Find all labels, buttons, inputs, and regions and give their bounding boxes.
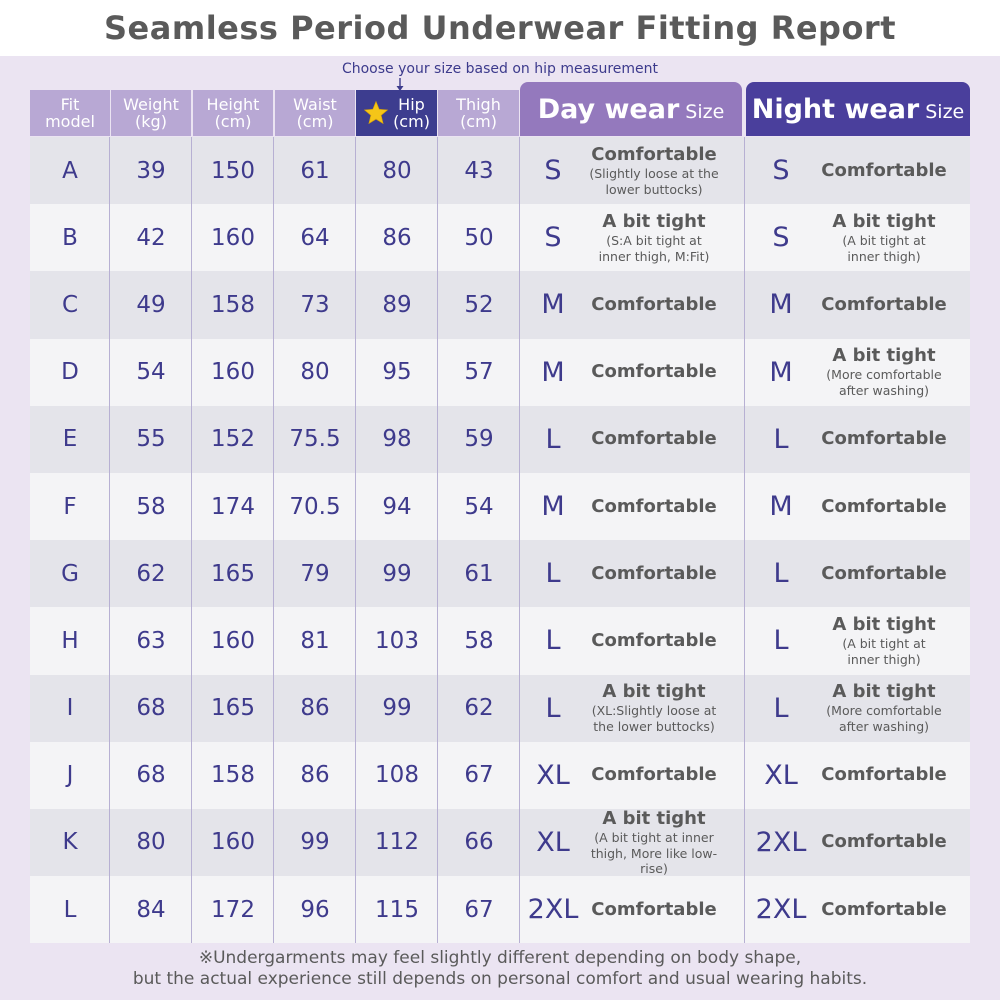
day-size-cell: S (544, 222, 562, 254)
table-row (30, 742, 970, 809)
height-cell: 160 (211, 224, 255, 251)
thigh-cell: 67 (464, 896, 494, 923)
fit-model-cell: F (63, 493, 77, 520)
night-size-cell: M (769, 356, 793, 388)
hip-cell: 95 (382, 359, 412, 386)
night-fit-label: A bit tight (832, 210, 936, 232)
day-fit-cell (580, 809, 728, 876)
hip-cell: 80 (382, 157, 412, 184)
day-fit-note: (A bit tight at inner (594, 829, 714, 845)
night-fit-label: A bit tight (832, 345, 936, 367)
day-fit-cell (580, 339, 728, 406)
weight-cell: 42 (136, 224, 166, 251)
night-fit-cell (810, 607, 958, 674)
header-unit: (cm) (214, 112, 252, 131)
night-fit-cell (810, 742, 958, 809)
height-cell: 174 (211, 493, 255, 520)
waist-cell: 79 (300, 560, 330, 587)
night-size-cell: L (773, 625, 789, 657)
night-size-cell: M (769, 491, 793, 523)
header-waist (275, 90, 355, 136)
fit-model-cell: E (62, 426, 78, 453)
thigh-cell: 59 (464, 426, 494, 453)
header-unit: (cm) (393, 112, 430, 131)
day-fit-label: Comfortable (591, 428, 717, 450)
night-wear-label: Night wear (751, 93, 920, 125)
day-fit-note: (XL:Slightly loose at (591, 703, 717, 719)
header-thigh (438, 90, 519, 136)
header-label: Waist (293, 95, 337, 114)
column-divider (355, 137, 356, 943)
table-row (30, 607, 970, 674)
table-row (30, 406, 970, 473)
day-fit-cell (580, 204, 728, 271)
thigh-cell: 66 (464, 829, 494, 856)
day-size-cell: XL (536, 826, 570, 858)
night-size-cell: M (769, 289, 793, 321)
day-size-cell: XL (536, 759, 570, 791)
day-size-cell: L (545, 625, 561, 657)
waist-cell: 86 (300, 695, 330, 722)
day-fit-label: Comfortable (591, 143, 717, 165)
title-bar (0, 0, 1000, 56)
header-weight (111, 90, 191, 136)
fit-model-cell: G (61, 560, 79, 587)
column-divider (109, 137, 110, 943)
height-cell: 158 (211, 762, 255, 789)
day-size-cell: L (545, 692, 561, 724)
thigh-cell: 54 (464, 493, 494, 520)
fit-model-cell: I (66, 695, 74, 722)
height-cell: 158 (211, 291, 255, 318)
column-divider (273, 137, 274, 943)
night-fit-label: Comfortable (821, 562, 947, 584)
table-row (30, 876, 970, 943)
night-fit-note: (More comfortable (826, 703, 942, 719)
night-fit-label: Comfortable (821, 898, 947, 920)
hip-hint: Choose your size based on hip measurement (341, 61, 659, 77)
header-fit-model (30, 90, 110, 136)
table-row (30, 271, 970, 338)
hip-cell: 103 (375, 627, 419, 654)
day-size-cell: 2XL (527, 894, 579, 926)
thigh-cell: 50 (464, 224, 494, 251)
header-label: Height (206, 95, 260, 114)
day-fit-cell (580, 607, 728, 674)
day-size-cell: L (545, 423, 561, 455)
thigh-cell: 67 (464, 762, 494, 789)
weight-cell: 49 (136, 291, 166, 318)
night-fit-label: Comfortable (821, 764, 947, 786)
table-row (30, 339, 970, 406)
day-wear-label: Day wear (537, 93, 680, 125)
hip-cell: 86 (382, 224, 412, 251)
night-fit-cell (810, 204, 958, 271)
night-fit-cell (810, 473, 958, 540)
fit-model-cell: A (62, 157, 78, 184)
weight-cell: 54 (136, 359, 166, 386)
night-size-cell: L (773, 558, 789, 590)
column-divider (519, 137, 520, 943)
day-size-cell: M (541, 289, 565, 321)
day-fit-note: thigh, More like low-rise) (590, 845, 718, 876)
hip-cell: 98 (382, 426, 412, 453)
weight-cell: 62 (136, 560, 166, 587)
night-size-cell: L (773, 423, 789, 455)
night-fit-label: A bit tight (832, 681, 936, 703)
header-label: Weight (123, 95, 179, 114)
night-fit-cell (810, 675, 958, 742)
thigh-cell: 58 (464, 627, 494, 654)
thigh-cell: 57 (464, 359, 494, 386)
night-fit-cell (810, 876, 958, 943)
day-fit-note: (S:A bit tight at (606, 232, 702, 248)
header-unit: (kg) (135, 112, 167, 131)
day-fit-label: A bit tight (602, 681, 706, 703)
height-cell: 150 (211, 157, 255, 184)
day-size-cell: M (541, 356, 565, 388)
weight-cell: 68 (136, 762, 166, 789)
header-label: Fit (60, 95, 80, 114)
footer-line: but the actual experience still depends on personal comfort and usual wearing habits. (132, 969, 868, 989)
column-divider (744, 137, 745, 943)
day-fit-cell (580, 271, 728, 338)
night-fit-cell (810, 540, 958, 607)
waist-cell: 99 (300, 829, 330, 856)
waist-cell: 73 (300, 291, 330, 318)
header-label: Thigh (456, 95, 501, 114)
weight-cell: 80 (136, 829, 166, 856)
night-fit-note: (A bit tight at (842, 635, 926, 651)
fit-model-cell: C (61, 291, 79, 318)
day-fit-note: inner thigh, M:Fit) (598, 248, 710, 264)
header-unit: (cm) (296, 112, 334, 131)
hip-cell: 89 (382, 291, 412, 318)
waist-cell: 64 (300, 224, 330, 251)
day-fit-label: Comfortable (591, 495, 717, 517)
weight-cell: 39 (136, 157, 166, 184)
page-title: Seamless Period Underwear Fitting Report (104, 9, 896, 47)
hip-cell: 112 (375, 829, 419, 856)
day-fit-cell (580, 540, 728, 607)
fit-model-cell: B (62, 224, 78, 251)
night-size-cell: S (772, 222, 790, 254)
day-fit-cell (580, 675, 728, 742)
star-icon (363, 100, 389, 126)
hip-cell: 99 (382, 695, 412, 722)
height-cell: 152 (211, 426, 255, 453)
waist-cell: 61 (300, 157, 330, 184)
night-fit-note: inner thigh) (847, 651, 921, 667)
weight-cell: 58 (136, 493, 166, 520)
weight-cell: 63 (136, 627, 166, 654)
hip-cell: 115 (375, 896, 419, 923)
night-fit-label: Comfortable (821, 159, 947, 181)
hip-cell: 99 (382, 560, 412, 587)
header-hip (356, 90, 437, 136)
day-fit-cell (580, 742, 728, 809)
day-fit-cell (580, 137, 728, 204)
header-day-wear (520, 82, 742, 136)
day-size-cell: M (541, 491, 565, 523)
day-fit-note: (Slightly loose at the (589, 165, 719, 181)
footer-line: ※Undergarments may feel slightly different depending on body shape, (198, 948, 802, 968)
night-fit-label: Comfortable (821, 495, 947, 517)
hip-cell: 94 (382, 493, 412, 520)
thigh-cell: 43 (464, 157, 494, 184)
fitting-table (30, 137, 970, 943)
height-cell: 160 (211, 627, 255, 654)
day-fit-label: Comfortable (591, 293, 717, 315)
table-row (30, 473, 970, 540)
night-size-cell: S (772, 155, 790, 187)
night-fit-cell (810, 137, 958, 204)
day-wear-size-label: Size (685, 101, 725, 123)
night-size-cell: 2XL (755, 894, 807, 926)
night-fit-cell (810, 809, 958, 876)
table-row (30, 204, 970, 271)
night-fit-cell (810, 339, 958, 406)
night-fit-cell (810, 406, 958, 473)
column-divider (191, 137, 192, 943)
day-fit-label: A bit tight (602, 807, 706, 829)
night-fit-note: after washing) (838, 383, 930, 399)
waist-cell: 70.5 (289, 493, 341, 520)
night-size-cell: XL (764, 759, 798, 791)
weight-cell: 55 (136, 426, 166, 453)
table-row (30, 540, 970, 607)
column-divider (437, 137, 438, 943)
night-fit-cell (810, 271, 958, 338)
fit-model-cell: J (66, 762, 74, 789)
height-cell: 165 (211, 695, 255, 722)
night-fit-label: Comfortable (821, 428, 947, 450)
day-fit-note: lower buttocks) (605, 181, 703, 197)
day-fit-label: A bit tight (602, 210, 706, 232)
fit-model-cell: H (61, 627, 79, 654)
header-height (193, 90, 273, 136)
day-fit-note: the lower buttocks) (593, 719, 715, 735)
night-fit-label: Comfortable (821, 293, 947, 315)
header-label: Hip (398, 95, 425, 114)
day-fit-label: Comfortable (591, 898, 717, 920)
fit-model-cell: K (62, 829, 78, 856)
height-cell: 172 (211, 896, 255, 923)
weight-cell: 68 (136, 695, 166, 722)
day-size-cell: L (545, 558, 561, 590)
day-fit-label: Comfortable (591, 629, 717, 651)
night-wear-size-label: Size (925, 101, 965, 123)
waist-cell: 75.5 (289, 426, 341, 453)
table-row (30, 809, 970, 876)
night-size-cell: 2XL (755, 826, 807, 858)
day-fit-cell (580, 473, 728, 540)
night-fit-note: inner thigh) (847, 248, 921, 264)
day-size-cell: S (544, 155, 562, 187)
thigh-cell: 61 (464, 560, 494, 587)
night-fit-note: after washing) (838, 719, 930, 735)
weight-cell: 84 (136, 896, 166, 923)
height-cell: 165 (211, 560, 255, 587)
fit-model-cell: D (61, 359, 79, 386)
day-fit-label: Comfortable (591, 764, 717, 786)
night-fit-note: (More comfortable (826, 367, 942, 383)
height-cell: 160 (211, 829, 255, 856)
night-fit-note: (A bit tight at (842, 232, 926, 248)
header-night-wear (746, 82, 970, 136)
hip-cell: 108 (375, 762, 419, 789)
waist-cell: 96 (300, 896, 330, 923)
waist-cell: 81 (300, 627, 330, 654)
night-size-cell: L (773, 692, 789, 724)
table-row (30, 137, 970, 204)
height-cell: 160 (211, 359, 255, 386)
thigh-cell: 52 (464, 291, 494, 318)
fit-model-cell: L (63, 896, 77, 923)
night-fit-label: A bit tight (832, 613, 936, 635)
table-row (30, 675, 970, 742)
header-unit: (cm) (460, 112, 497, 131)
thigh-cell: 62 (464, 695, 494, 722)
day-fit-label: Comfortable (591, 361, 717, 383)
night-fit-label: Comfortable (821, 831, 947, 853)
waist-cell: 80 (300, 359, 330, 386)
day-fit-cell (580, 406, 728, 473)
day-fit-cell (580, 876, 728, 943)
header-unit: model (45, 112, 95, 131)
waist-cell: 86 (300, 762, 330, 789)
footer-note (0, 948, 1000, 990)
day-fit-label: Comfortable (591, 562, 717, 584)
